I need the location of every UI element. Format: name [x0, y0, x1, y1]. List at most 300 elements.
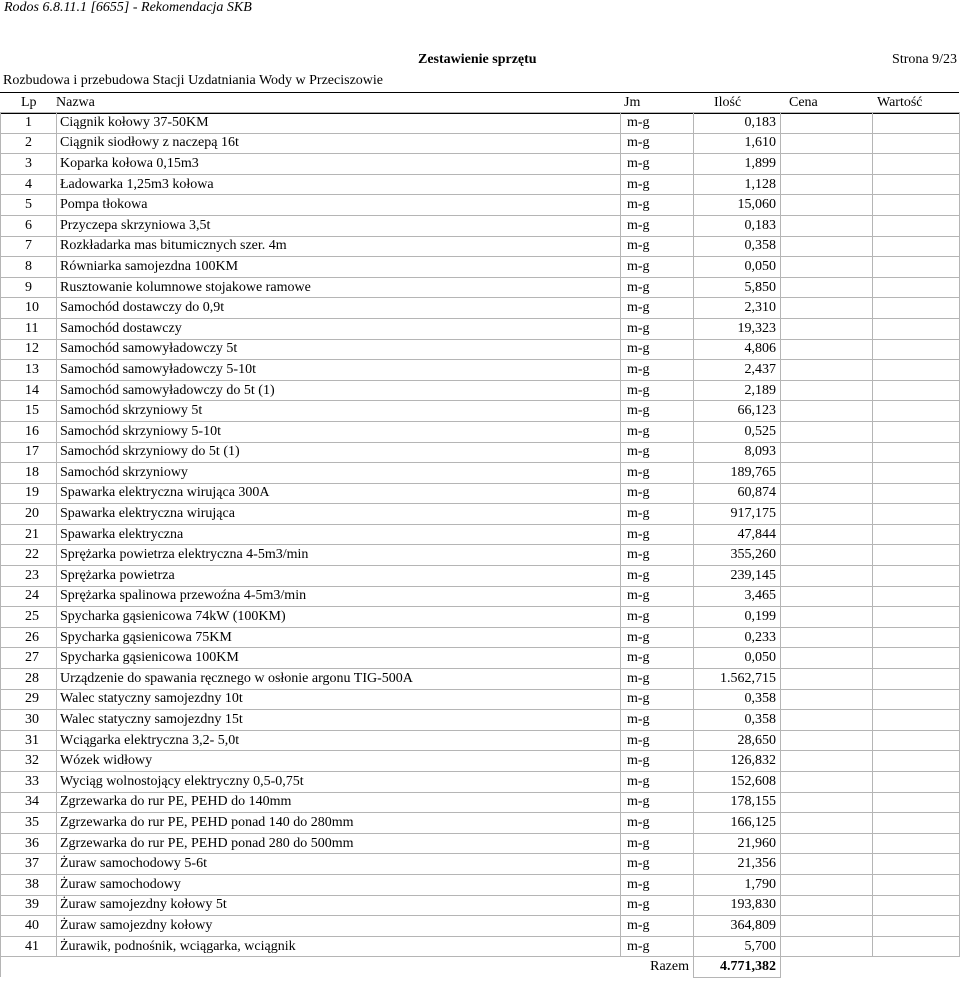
row-price — [781, 195, 873, 216]
row-price — [781, 277, 873, 298]
row-unit: m-g — [621, 895, 694, 916]
table-row — [1, 380, 960, 401]
table-row — [1, 792, 960, 813]
row-quantity: 3,465 — [694, 586, 781, 607]
row-name: Ciągnik kołowy 37-50KM — [57, 113, 621, 134]
row-value — [873, 442, 960, 463]
table-row — [1, 772, 960, 793]
row-value — [873, 483, 960, 504]
row-lp: 14 — [1, 380, 57, 401]
row-price — [781, 730, 873, 751]
row-value — [873, 833, 960, 854]
row-price — [781, 174, 873, 195]
row-name: Żurawik, podnośnik, wciągarka, wciągnik — [57, 936, 621, 957]
table-row — [1, 442, 960, 463]
row-quantity: 21,960 — [694, 833, 781, 854]
page-number: Strona 9/23 — [892, 52, 957, 67]
row-quantity: 1.562,715 — [694, 669, 781, 690]
row-price — [781, 257, 873, 278]
table-row — [1, 133, 960, 154]
col-lp-header: Lp — [0, 93, 56, 114]
table-row — [1, 895, 960, 916]
row-value — [873, 195, 960, 216]
row-lp: 22 — [1, 545, 57, 566]
row-unit: m-g — [621, 174, 694, 195]
row-quantity: 66,123 — [694, 401, 781, 422]
row-name: Samochód dostawczy do 0,9t — [57, 298, 621, 319]
row-name: Sprężarka powietrza elektryczna 4-5m3/min — [57, 545, 621, 566]
table-row — [1, 566, 960, 587]
row-unit: m-g — [621, 401, 694, 422]
row-value — [873, 545, 960, 566]
row-lp: 29 — [1, 689, 57, 710]
row-quantity: 19,323 — [694, 318, 781, 339]
row-value — [873, 648, 960, 669]
row-lp: 23 — [1, 566, 57, 587]
row-unit: m-g — [621, 669, 694, 690]
row-price — [781, 813, 873, 834]
row-price — [781, 401, 873, 422]
row-lp: 41 — [1, 936, 57, 957]
row-quantity: 178,155 — [694, 792, 781, 813]
table-row — [1, 689, 960, 710]
row-quantity: 0,050 — [694, 257, 781, 278]
row-lp: 3 — [1, 154, 57, 175]
row-unit: m-g — [621, 277, 694, 298]
row-name: Rozkładarka mas bitumicznych szer. 4m — [57, 236, 621, 257]
row-value — [873, 792, 960, 813]
row-price — [781, 504, 873, 525]
table-row — [1, 607, 960, 628]
row-quantity: 1,790 — [694, 874, 781, 895]
row-lp: 36 — [1, 833, 57, 854]
row-name: Zgrzewarka do rur PE, PEHD ponad 140 do 280mm — [57, 813, 621, 834]
row-lp: 28 — [1, 669, 57, 690]
row-price — [781, 627, 873, 648]
row-quantity: 166,125 — [694, 813, 781, 834]
row-value — [873, 298, 960, 319]
row-price — [781, 710, 873, 731]
table-row — [1, 627, 960, 648]
row-quantity: 1,128 — [694, 174, 781, 195]
row-value — [873, 113, 960, 134]
row-value — [873, 936, 960, 957]
row-price — [781, 936, 873, 957]
row-unit: m-g — [621, 257, 694, 278]
col-qty-header: Ilość — [693, 93, 780, 114]
row-name: Przyczepa skrzyniowa 3,5t — [57, 215, 621, 236]
row-lp: 33 — [1, 772, 57, 793]
app-title: Rodos 6.8.11.1 [6655] - Rekomendacja SKB — [4, 0, 252, 15]
row-price — [781, 545, 873, 566]
table-row — [1, 751, 960, 772]
table-row — [1, 586, 960, 607]
row-value — [873, 504, 960, 525]
table-row — [1, 936, 960, 957]
total-empty-cell — [1, 957, 57, 978]
row-lp: 1 — [1, 113, 57, 134]
total-label: Razem — [650, 959, 689, 975]
row-value — [873, 133, 960, 154]
table-row — [1, 215, 960, 236]
table-row — [1, 710, 960, 731]
row-unit: m-g — [621, 483, 694, 504]
row-name: Spycharka gąsienicowa 75KM — [57, 627, 621, 648]
row-value — [873, 401, 960, 422]
row-quantity: 126,832 — [694, 751, 781, 772]
row-lp: 37 — [1, 854, 57, 875]
table-row — [1, 463, 960, 484]
row-lp: 35 — [1, 813, 57, 834]
table-row — [1, 318, 960, 339]
row-name: Żuraw samojezdny kołowy — [57, 916, 621, 937]
row-quantity: 8,093 — [694, 442, 781, 463]
row-price — [781, 463, 873, 484]
row-unit: m-g — [621, 710, 694, 731]
row-name: Spawarka elektryczna wirująca — [57, 504, 621, 525]
row-name: Samochód samowyładowczy 5t — [57, 339, 621, 360]
equipment-table — [0, 112, 960, 978]
row-quantity: 239,145 — [694, 566, 781, 587]
row-unit: m-g — [621, 545, 694, 566]
table-row — [1, 730, 960, 751]
row-unit: m-g — [621, 833, 694, 854]
table-row — [1, 483, 960, 504]
row-lp: 39 — [1, 895, 57, 916]
row-lp: 40 — [1, 916, 57, 937]
row-unit: m-g — [621, 463, 694, 484]
row-price — [781, 442, 873, 463]
row-value — [873, 813, 960, 834]
row-name: Samochód dostawczy — [57, 318, 621, 339]
row-value — [873, 318, 960, 339]
row-lp: 12 — [1, 339, 57, 360]
row-quantity: 4,806 — [694, 339, 781, 360]
header-row — [0, 93, 959, 114]
table-row — [1, 174, 960, 195]
row-value — [873, 669, 960, 690]
row-quantity: 2,310 — [694, 298, 781, 319]
row-value — [873, 236, 960, 257]
row-lp: 21 — [1, 524, 57, 545]
row-unit: m-g — [621, 607, 694, 628]
row-quantity: 47,844 — [694, 524, 781, 545]
table-row — [1, 421, 960, 442]
row-value — [873, 421, 960, 442]
row-name: Walec statyczny samojezdny 10t — [57, 689, 621, 710]
table-row — [1, 874, 960, 895]
row-name: Żuraw samochodowy 5-6t — [57, 854, 621, 875]
row-unit: m-g — [621, 236, 694, 257]
row-price — [781, 318, 873, 339]
table-row — [1, 401, 960, 422]
row-lp: 34 — [1, 792, 57, 813]
row-value — [873, 895, 960, 916]
row-unit: m-g — [621, 524, 694, 545]
row-name: Spawarka elektryczna wirująca 300A — [57, 483, 621, 504]
report-title: Zestawienie sprzętu — [418, 52, 537, 67]
row-price — [781, 833, 873, 854]
row-price — [781, 524, 873, 545]
row-lp: 6 — [1, 215, 57, 236]
row-lp: 19 — [1, 483, 57, 504]
row-lp: 26 — [1, 627, 57, 648]
table-row — [1, 236, 960, 257]
row-unit: m-g — [621, 504, 694, 525]
row-price — [781, 339, 873, 360]
row-unit: m-g — [621, 792, 694, 813]
row-quantity: 0,183 — [694, 215, 781, 236]
row-lp: 38 — [1, 874, 57, 895]
table-row — [1, 854, 960, 875]
col-value-header: Wartość — [872, 93, 959, 114]
table-header — [0, 92, 959, 114]
table-row — [1, 298, 960, 319]
row-price — [781, 298, 873, 319]
row-lp: 30 — [1, 710, 57, 731]
col-price-header: Cena — [780, 93, 872, 114]
row-unit: m-g — [621, 133, 694, 154]
row-name: Samochód skrzyniowy 5t — [57, 401, 621, 422]
row-unit: m-g — [621, 648, 694, 669]
row-quantity: 5,700 — [694, 936, 781, 957]
row-price — [781, 380, 873, 401]
table-row — [1, 360, 960, 381]
row-lp: 11 — [1, 318, 57, 339]
table-row — [1, 113, 960, 134]
row-quantity: 0,525 — [694, 421, 781, 442]
row-quantity: 152,608 — [694, 772, 781, 793]
total-empty-cell — [781, 957, 873, 978]
row-unit: m-g — [621, 689, 694, 710]
row-unit: m-g — [621, 215, 694, 236]
row-lp: 20 — [1, 504, 57, 525]
row-price — [781, 854, 873, 875]
row-name: Zgrzewarka do rur PE, PEHD ponad 280 do 500mm — [57, 833, 621, 854]
row-name: Zgrzewarka do rur PE, PEHD do 140mm — [57, 792, 621, 813]
row-price — [781, 133, 873, 154]
row-lp: 27 — [1, 648, 57, 669]
total-value: 4.771,382 — [694, 957, 781, 978]
row-unit: m-g — [621, 318, 694, 339]
total-row — [1, 957, 960, 978]
row-unit: m-g — [621, 627, 694, 648]
row-unit: m-g — [621, 916, 694, 937]
row-lp: 2 — [1, 133, 57, 154]
row-name: Ładowarka 1,25m3 kołowa — [57, 174, 621, 195]
row-unit: m-g — [621, 566, 694, 587]
row-value — [873, 524, 960, 545]
row-value — [873, 154, 960, 175]
row-value — [873, 380, 960, 401]
row-price — [781, 607, 873, 628]
project-name: Rozbudowa i przebudowa Stacji Uzdatniania Wody w Przeciszowie — [3, 73, 384, 88]
row-price — [781, 916, 873, 937]
row-unit: m-g — [621, 854, 694, 875]
table-row — [1, 916, 960, 937]
row-value — [873, 854, 960, 875]
row-lp: 25 — [1, 607, 57, 628]
row-lp: 17 — [1, 442, 57, 463]
table-row — [1, 504, 960, 525]
row-value — [873, 463, 960, 484]
row-lp: 16 — [1, 421, 57, 442]
table-row — [1, 669, 960, 690]
row-price — [781, 360, 873, 381]
row-price — [781, 483, 873, 504]
row-value — [873, 360, 960, 381]
row-quantity: 0,050 — [694, 648, 781, 669]
row-quantity: 193,830 — [694, 895, 781, 916]
row-price — [781, 792, 873, 813]
row-value — [873, 215, 960, 236]
row-name: Równiarka samojezdna 100KM — [57, 257, 621, 278]
row-quantity: 355,260 — [694, 545, 781, 566]
row-name: Samochód samowyładowczy do 5t (1) — [57, 380, 621, 401]
row-unit: m-g — [621, 154, 694, 175]
row-quantity: 60,874 — [694, 483, 781, 504]
table-row — [1, 648, 960, 669]
row-value — [873, 730, 960, 751]
row-lp: 7 — [1, 236, 57, 257]
row-price — [781, 751, 873, 772]
row-name: Wciągarka elektryczna 3,2- 5,0t — [57, 730, 621, 751]
row-unit: m-g — [621, 360, 694, 381]
col-name-header: Nazwa — [56, 93, 620, 114]
row-quantity: 28,650 — [694, 730, 781, 751]
table-row — [1, 833, 960, 854]
row-name: Wózek widłowy — [57, 751, 621, 772]
row-unit: m-g — [621, 874, 694, 895]
row-price — [781, 566, 873, 587]
row-value — [873, 339, 960, 360]
row-name: Żuraw samojezdny kołowy 5t — [57, 895, 621, 916]
row-price — [781, 772, 873, 793]
row-quantity: 0,358 — [694, 710, 781, 731]
row-value — [873, 751, 960, 772]
row-value — [873, 174, 960, 195]
row-unit: m-g — [621, 936, 694, 957]
table-row — [1, 524, 960, 545]
row-name: Sprężarka powietrza — [57, 566, 621, 587]
row-name: Pompa tłokowa — [57, 195, 621, 216]
row-price — [781, 215, 873, 236]
table-row — [1, 195, 960, 216]
row-price — [781, 154, 873, 175]
row-quantity: 917,175 — [694, 504, 781, 525]
row-quantity: 2,189 — [694, 380, 781, 401]
row-lp: 31 — [1, 730, 57, 751]
row-value — [873, 257, 960, 278]
row-lp: 13 — [1, 360, 57, 381]
table-row — [1, 545, 960, 566]
row-value — [873, 916, 960, 937]
row-unit: m-g — [621, 813, 694, 834]
table-row — [1, 257, 960, 278]
row-quantity: 364,809 — [694, 916, 781, 937]
row-value — [873, 607, 960, 628]
row-unit: m-g — [621, 113, 694, 134]
row-name: Spycharka gąsienicowa 74kW (100KM) — [57, 607, 621, 628]
row-unit: m-g — [621, 421, 694, 442]
row-quantity: 15,060 — [694, 195, 781, 216]
row-quantity: 1,610 — [694, 133, 781, 154]
row-value — [873, 772, 960, 793]
row-lp: 5 — [1, 195, 57, 216]
table-row — [1, 813, 960, 834]
row-unit: m-g — [621, 298, 694, 319]
row-lp: 18 — [1, 463, 57, 484]
row-quantity: 189,765 — [694, 463, 781, 484]
row-price — [781, 113, 873, 134]
row-value — [873, 586, 960, 607]
row-quantity: 5,850 — [694, 277, 781, 298]
row-quantity: 0,199 — [694, 607, 781, 628]
row-lp: 4 — [1, 174, 57, 195]
table-row — [1, 339, 960, 360]
row-quantity: 2,437 — [694, 360, 781, 381]
row-lp: 15 — [1, 401, 57, 422]
row-quantity: 1,899 — [694, 154, 781, 175]
row-name: Samochód skrzyniowy do 5t (1) — [57, 442, 621, 463]
row-lp: 9 — [1, 277, 57, 298]
row-quantity: 0,183 — [694, 113, 781, 134]
row-name: Spawarka elektryczna — [57, 524, 621, 545]
row-name: Żuraw samochodowy — [57, 874, 621, 895]
row-name: Samochód skrzyniowy — [57, 463, 621, 484]
row-value — [873, 627, 960, 648]
row-lp: 24 — [1, 586, 57, 607]
row-price — [781, 421, 873, 442]
row-quantity: 0,358 — [694, 689, 781, 710]
row-price — [781, 236, 873, 257]
row-name: Wyciąg wolnostojący elektryczny 0,5-0,75t — [57, 772, 621, 793]
row-quantity: 0,233 — [694, 627, 781, 648]
row-value — [873, 277, 960, 298]
row-value — [873, 874, 960, 895]
row-unit: m-g — [621, 586, 694, 607]
row-unit: m-g — [621, 195, 694, 216]
table-row — [1, 277, 960, 298]
row-name: Ciągnik siodłowy z naczepą 16t — [57, 133, 621, 154]
row-name: Urządzenie do spawania ręcznego w osłonie argonu TIG-500A — [57, 669, 621, 690]
row-unit: m-g — [621, 380, 694, 401]
row-unit: m-g — [621, 339, 694, 360]
table-body — [1, 113, 960, 957]
row-lp: 8 — [1, 257, 57, 278]
row-price — [781, 895, 873, 916]
col-jm-header: Jm — [620, 93, 693, 114]
row-lp: 32 — [1, 751, 57, 772]
row-quantity: 21,356 — [694, 854, 781, 875]
row-price — [781, 586, 873, 607]
row-name: Walec statyczny samojezdny 15t — [57, 710, 621, 731]
row-price — [781, 648, 873, 669]
row-unit: m-g — [621, 730, 694, 751]
row-name: Koparka kołowa 0,15m3 — [57, 154, 621, 175]
row-name: Sprężarka spalinowa przewoźna 4-5m3/min — [57, 586, 621, 607]
row-name: Rusztowanie kolumnowe stojakowe ramowe — [57, 277, 621, 298]
row-name: Samochód samowyładowczy 5-10t — [57, 360, 621, 381]
table-row — [1, 154, 960, 175]
row-quantity: 0,358 — [694, 236, 781, 257]
row-price — [781, 874, 873, 895]
row-name: Samochód skrzyniowy 5-10t — [57, 421, 621, 442]
row-lp: 10 — [1, 298, 57, 319]
row-price — [781, 689, 873, 710]
row-unit: m-g — [621, 772, 694, 793]
row-name: Spycharka gąsienicowa 100KM — [57, 648, 621, 669]
